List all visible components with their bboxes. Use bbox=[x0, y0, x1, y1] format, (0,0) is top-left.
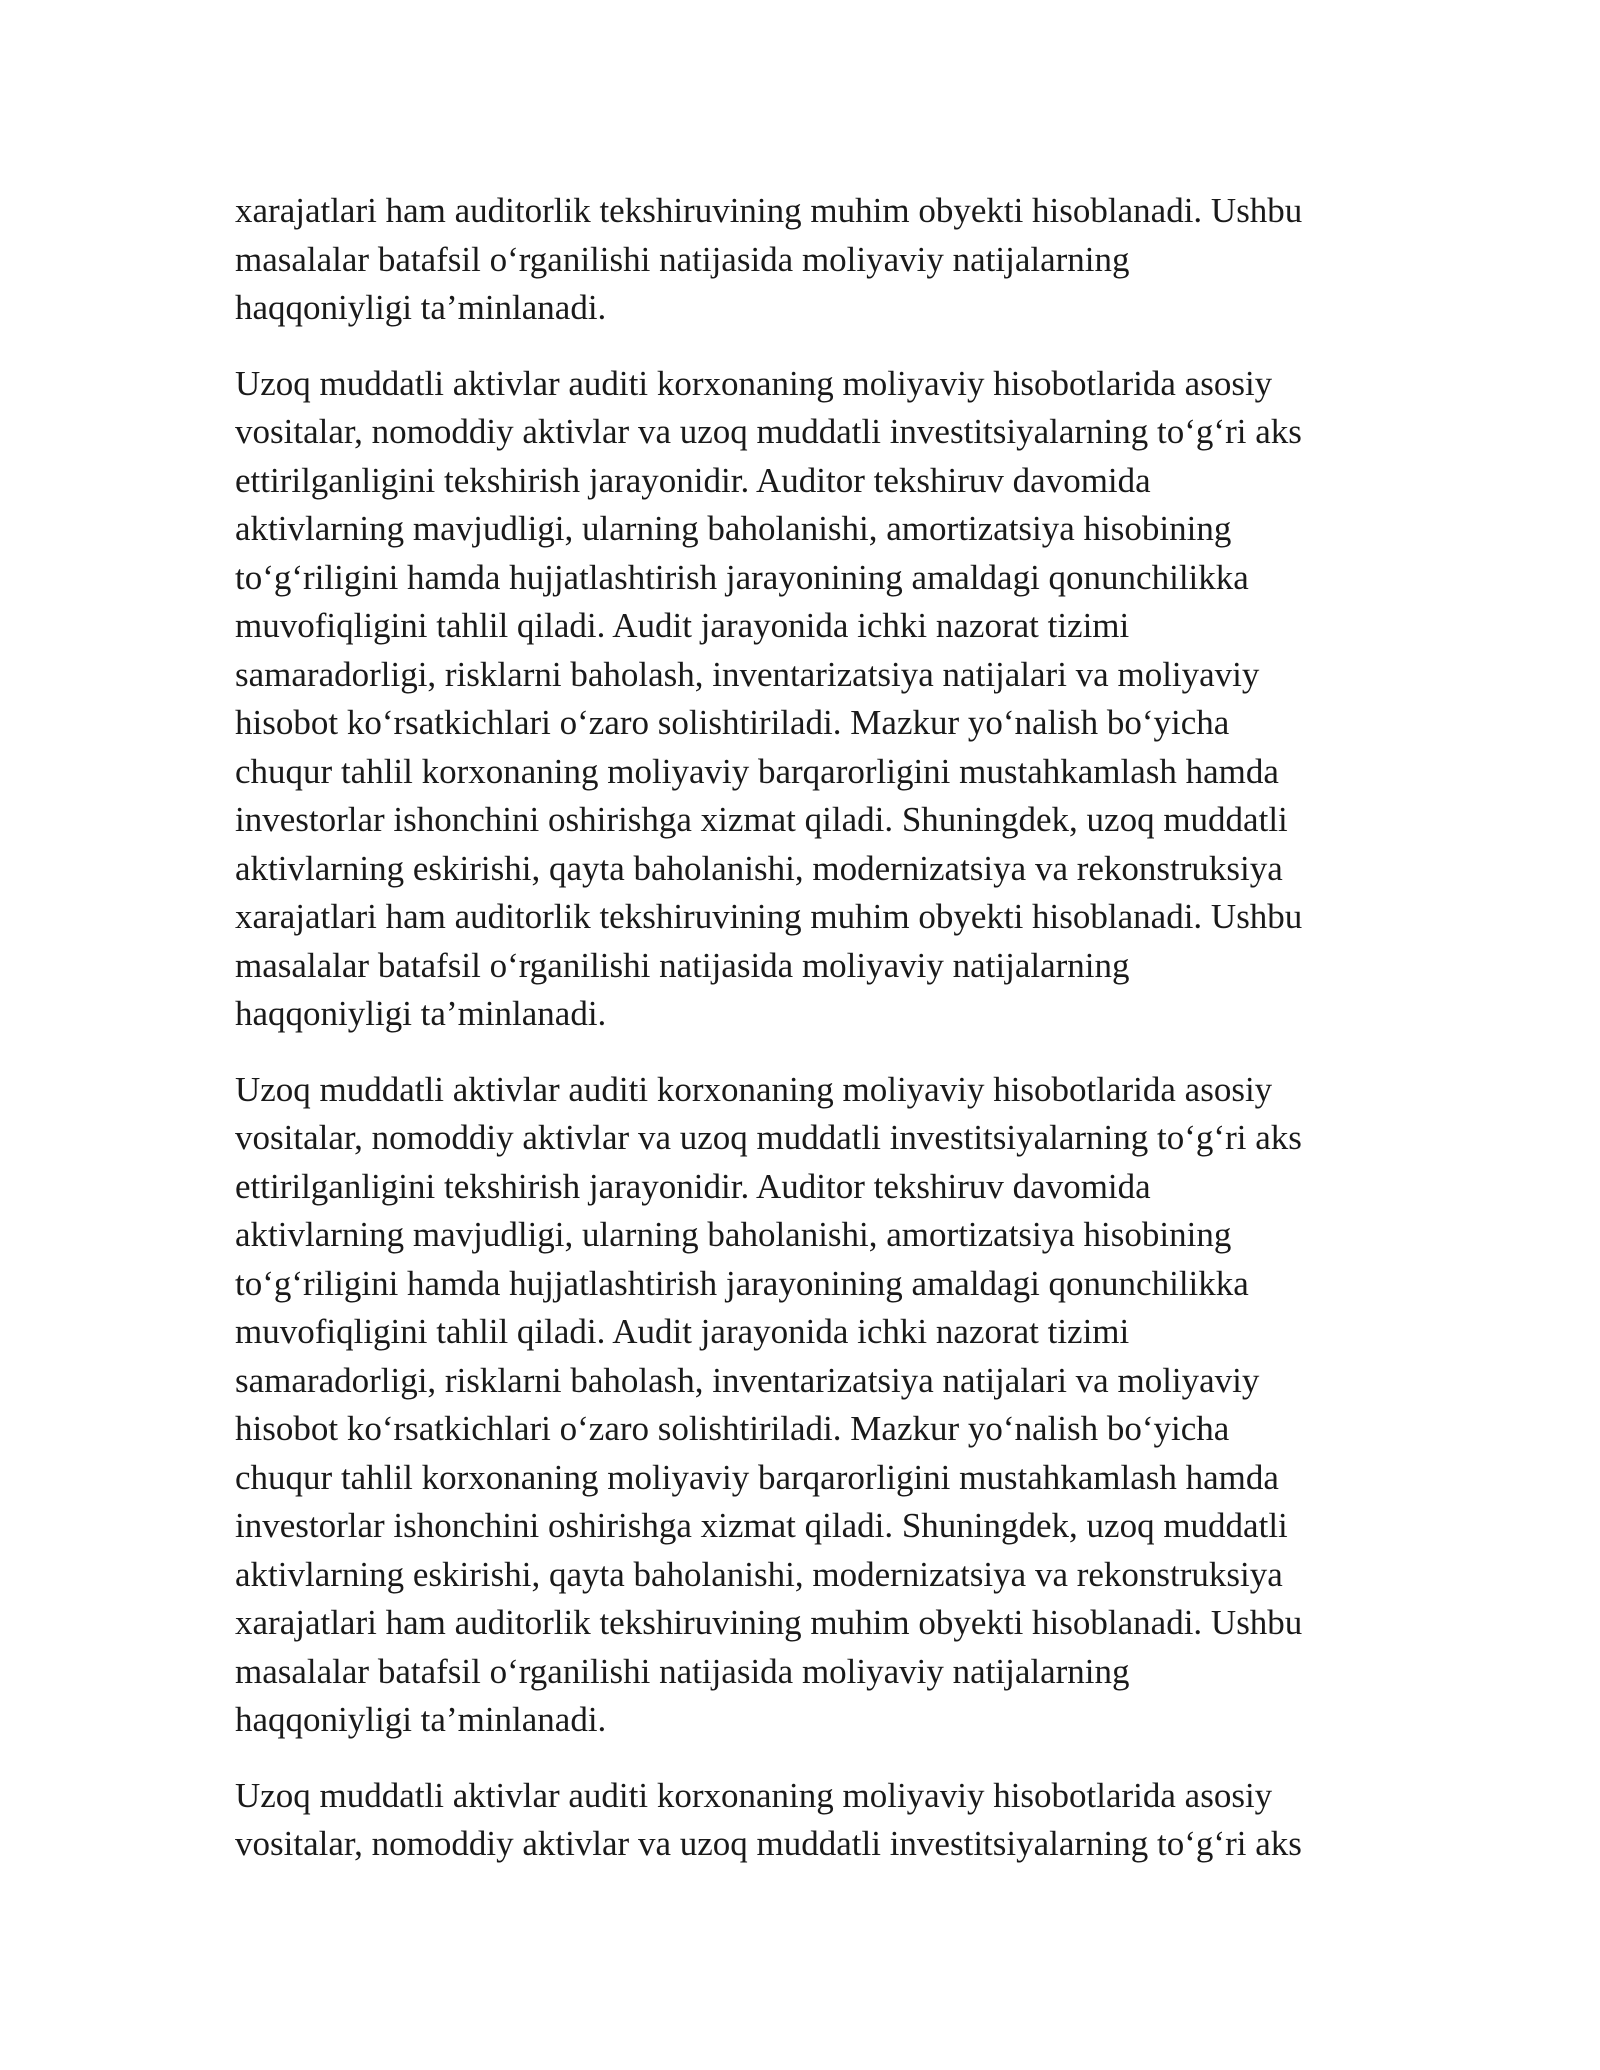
text-line: haqqoniyligi ta’minlanadi. bbox=[235, 994, 607, 1033]
text-line: haqqoniyligi ta’minlanadi. bbox=[235, 1700, 607, 1739]
text-line: haqqoniyligi ta’minlanadi. bbox=[235, 288, 607, 327]
text-line: samaradorligi, risklarni baholash, inventarizatsiya natijalari va moliyaviy bbox=[235, 1360, 1260, 1400]
text-line: xarajatlari ham auditorlik tekshiruvining muhim obyekti hisoblanadi. Ushbu bbox=[235, 191, 1303, 230]
text-line: vositalar, nomoddiy aktivlar va uzoq muddatli investitsiyalarning to‘g‘ri aks bbox=[235, 1118, 1302, 1157]
text-line: Uzoq muddatli aktivlar auditi korxonaning moliyaviy hisobotlarida asosiy bbox=[235, 1069, 1273, 1109]
text-line: Uzoq muddatli aktivlar auditi korxonaning moliyaviy hisobotlarida asosiy bbox=[235, 1775, 1273, 1815]
document-body bbox=[235, 187, 1375, 1896]
text-line: masalalar batafsil o‘rganilishi natijasida moliyaviy natijalarning bbox=[235, 1651, 1130, 1691]
text-line: aktivlarning mavjudligi, ularning baholanishi, amortizatsiya hisobining bbox=[235, 1215, 1232, 1254]
text-line: ettirilganligini tekshirish jarayonidir. Auditor tekshiruv davomida bbox=[235, 1166, 1151, 1206]
text-line: investorlar ishonchini oshirishga xizmat qiladi. Shuningdek, uzoq muddatli bbox=[235, 800, 1288, 839]
paragraph-1 bbox=[235, 187, 1375, 333]
text-line: samaradorligi, risklarni baholash, inventarizatsiya natijalari va moliyaviy bbox=[235, 654, 1260, 694]
text-line: to‘g‘riligini hamda hujjatlashtirish jarayonining amaldagi qonunchilikka bbox=[235, 557, 1249, 597]
text-line: chuqur tahlil korxonaning moliyaviy barqarorligini mustahkamlash hamda bbox=[235, 1457, 1279, 1497]
text-line: vositalar, nomoddiy aktivlar va uzoq muddatli investitsiyalarning to‘g‘ri aks bbox=[235, 412, 1302, 451]
text-line: to‘g‘riligini hamda hujjatlashtirish jarayonining amaldagi qonunchilikka bbox=[235, 1263, 1249, 1303]
text-line: chuqur tahlil korxonaning moliyaviy barqarorligini mustahkamlash hamda bbox=[235, 751, 1279, 791]
paragraph-4 bbox=[235, 1772, 1375, 1869]
text-line: muvofiqligini tahlil qiladi. Audit jarayonida ichki nazorat tizimi bbox=[235, 606, 1130, 645]
text-line: aktivlarning eskirishi, qayta baholanishi, modernizatsiya va rekonstruksiya bbox=[235, 848, 1283, 888]
text-line: xarajatlari ham auditorlik tekshiruvining muhim obyekti hisoblanadi. Ushbu bbox=[235, 1603, 1303, 1642]
text-line: aktivlarning mavjudligi, ularning baholanishi, amortizatsiya hisobining bbox=[235, 509, 1232, 548]
text-line: masalalar batafsil o‘rganilishi natijasida moliyaviy natijalarning bbox=[235, 945, 1130, 985]
text-line: aktivlarning eskirishi, qayta baholanishi, modernizatsiya va rekonstruksiya bbox=[235, 1554, 1283, 1594]
paragraph-3 bbox=[235, 1066, 1375, 1745]
text-line: masalalar batafsil o‘rganilishi natijasida moliyaviy natijalarning bbox=[235, 239, 1130, 279]
paragraph-2 bbox=[235, 360, 1375, 1039]
text-line: investorlar ishonchini oshirishga xizmat qiladi. Shuningdek, uzoq muddatli bbox=[235, 1506, 1288, 1545]
text-line: hisobot ko‘rsatkichlari o‘zaro solishtiriladi. Mazkur yo‘nalish bo‘yicha bbox=[235, 703, 1230, 742]
text-line: hisobot ko‘rsatkichlari o‘zaro solishtiriladi. Mazkur yo‘nalish bo‘yicha bbox=[235, 1409, 1230, 1448]
text-line: xarajatlari ham auditorlik tekshiruvining muhim obyekti hisoblanadi. Ushbu bbox=[235, 897, 1303, 936]
text-line: vositalar, nomoddiy aktivlar va uzoq muddatli investitsiyalarning to‘g‘ri aks bbox=[235, 1824, 1302, 1863]
text-line: Uzoq muddatli aktivlar auditi korxonaning moliyaviy hisobotlarida asosiy bbox=[235, 363, 1273, 403]
text-line: ettirilganligini tekshirish jarayonidir. Auditor tekshiruv davomida bbox=[235, 460, 1151, 500]
text-line: muvofiqligini tahlil qiladi. Audit jarayonida ichki nazorat tizimi bbox=[235, 1312, 1130, 1351]
